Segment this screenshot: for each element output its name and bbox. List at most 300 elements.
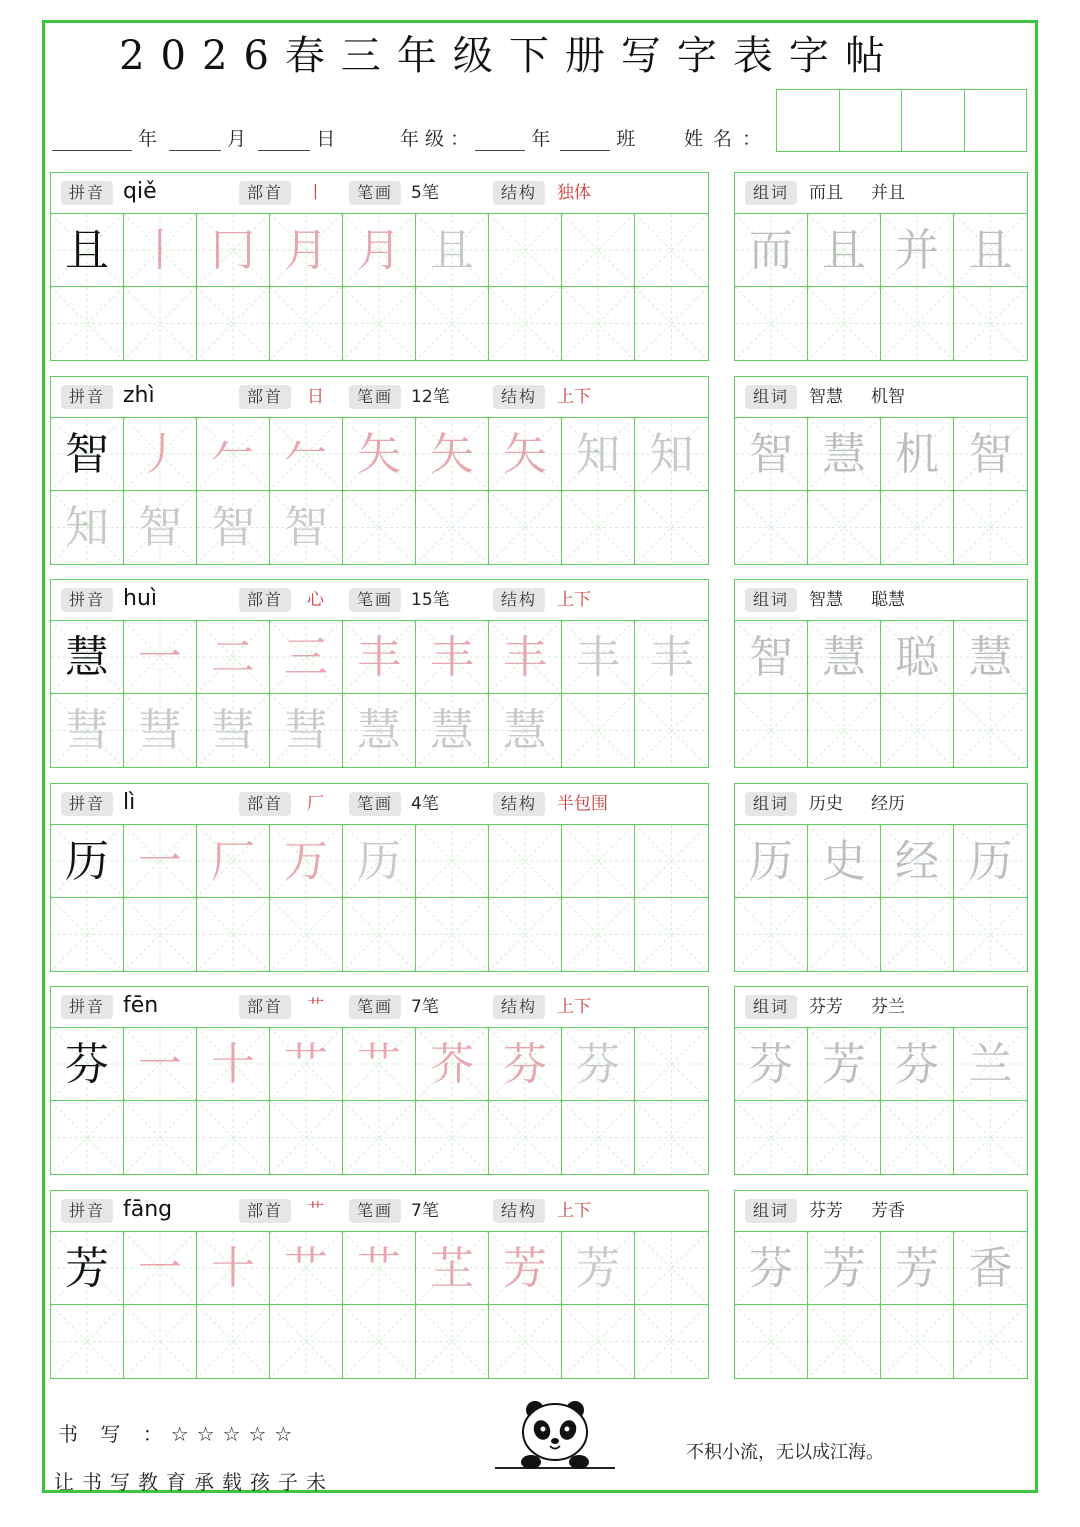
word-header: [735, 987, 1027, 1028]
word-character: 智: [749, 429, 793, 480]
practice-cell[interactable]: [562, 287, 635, 360]
practice-cell[interactable]: [51, 1232, 124, 1305]
practice-cell[interactable]: [881, 214, 954, 287]
pinyin-value: qiě: [123, 179, 157, 204]
class-blank[interactable]: [560, 132, 610, 151]
practice-cell[interactable]: [735, 694, 808, 767]
practice-cell[interactable]: [954, 621, 1027, 694]
name-grid[interactable]: [776, 89, 1027, 152]
name-cell[interactable]: [777, 90, 840, 151]
practice-cell[interactable]: [416, 621, 489, 694]
practice-cell[interactable]: [124, 621, 197, 694]
stroke-step: 艹: [357, 1039, 401, 1090]
character-block-2: [50, 579, 709, 768]
stroke-step: 知: [649, 429, 694, 480]
practice-cell[interactable]: [562, 418, 635, 491]
practice-cell[interactable]: [881, 825, 954, 898]
practice-cell[interactable]: [954, 694, 1027, 767]
practice-cell[interactable]: [124, 418, 197, 491]
character-block-3: [50, 783, 709, 972]
radical-value: 心: [307, 590, 324, 610]
stroke-step: 月: [357, 225, 401, 276]
word-character: 并: [895, 225, 939, 276]
practice-cell[interactable]: [881, 418, 954, 491]
practice-cell[interactable]: [881, 1101, 954, 1174]
practice-cell[interactable]: [562, 694, 635, 767]
practice-cell[interactable]: [124, 214, 197, 287]
stroke-step: 彗: [284, 705, 328, 756]
practice-cell[interactable]: [343, 214, 416, 287]
practice-cell[interactable]: [635, 898, 708, 971]
name-cell[interactable]: [840, 90, 903, 151]
practice-cell[interactable]: [343, 621, 416, 694]
word-character: 智: [968, 429, 1013, 480]
practice-cell[interactable]: [124, 287, 197, 360]
word-character: 且: [968, 225, 1013, 276]
character-block-5: [50, 1190, 709, 1379]
practice-cell[interactable]: [562, 1305, 635, 1378]
practice-cell[interactable]: [51, 621, 124, 694]
word-character: 兰: [968, 1039, 1013, 1090]
stroke-step: 三: [284, 632, 328, 683]
practice-cell[interactable]: [124, 825, 197, 898]
radical-value: 艹: [307, 1201, 324, 1221]
practice-cell[interactable]: [124, 1232, 197, 1305]
practice-cell[interactable]: [881, 898, 954, 971]
practice-cell[interactable]: [635, 491, 708, 564]
character-block-1: [50, 376, 709, 565]
word-0: 芬芳: [809, 1201, 843, 1221]
practice-cell[interactable]: [489, 214, 562, 287]
date-fields: [52, 124, 335, 151]
word-character: 慧: [968, 632, 1013, 683]
stroke-step: 彗: [65, 705, 109, 756]
radical-label: 部首: [239, 588, 291, 612]
structure-label: 结构: [493, 385, 545, 409]
practice-cell[interactable]: [562, 214, 635, 287]
word-character: 历: [749, 836, 793, 887]
block-header: [51, 784, 708, 825]
practice-cell[interactable]: [343, 1305, 416, 1378]
practice-cell[interactable]: [343, 418, 416, 491]
practice-cell[interactable]: [270, 694, 343, 767]
stroke-step: 芳: [576, 1243, 620, 1294]
practice-cell[interactable]: [51, 1028, 124, 1101]
month-label: 月: [227, 128, 247, 150]
practice-cell[interactable]: [416, 1101, 489, 1174]
practice-cell[interactable]: [954, 214, 1027, 287]
practice-cell[interactable]: [954, 491, 1027, 564]
model-character: 且: [65, 225, 109, 276]
practice-cell[interactable]: [562, 1101, 635, 1174]
stroke-step: 艹: [284, 1243, 328, 1294]
stroke-step: 彗: [138, 705, 182, 756]
word-character: 芳: [822, 1039, 866, 1090]
practice-cell[interactable]: [197, 621, 270, 694]
practice-cell[interactable]: [416, 825, 489, 898]
practice-cell[interactable]: [51, 418, 124, 491]
stroke-step: 月: [284, 225, 328, 276]
practice-cell[interactable]: [51, 214, 124, 287]
word-0: 智慧: [809, 387, 843, 407]
strokes-value: 12笔: [411, 387, 450, 407]
practice-cell[interactable]: [124, 694, 197, 767]
word-header: [735, 173, 1027, 214]
pinyin-value: fāng: [123, 1197, 173, 1222]
word-character: 历: [968, 836, 1013, 887]
practice-cell[interactable]: [343, 287, 416, 360]
pinyin-value: huì: [123, 586, 157, 611]
stroke-step: 智: [138, 502, 182, 553]
practice-cell[interactable]: [635, 1028, 708, 1101]
word-character: 慧: [822, 632, 866, 683]
structure-value: 独体: [557, 183, 591, 203]
practice-cell[interactable]: [735, 418, 808, 491]
practice-cell[interactable]: [808, 1028, 881, 1101]
page-title: 2026春三年级下册写字表字帖: [119, 33, 901, 79]
practice-cell[interactable]: [562, 898, 635, 971]
radical-label: 部首: [239, 385, 291, 409]
block-header: [51, 987, 708, 1028]
pinyin-label: 拼音: [61, 588, 113, 612]
strokes-label: 笔画: [349, 588, 401, 612]
stroke-step: 厂: [211, 836, 255, 887]
practice-cell[interactable]: [270, 621, 343, 694]
practice-cell[interactable]: [735, 1232, 808, 1305]
stroke-step: 芏: [430, 1243, 474, 1294]
practice-cell[interactable]: [489, 1305, 562, 1378]
name-cell[interactable]: [902, 90, 965, 151]
practice-cell[interactable]: [270, 287, 343, 360]
practice-cell[interactable]: [489, 825, 562, 898]
practice-cell[interactable]: [343, 825, 416, 898]
model-character: 智: [65, 429, 109, 480]
word-character: 聪: [895, 632, 939, 683]
practice-cell[interactable]: [881, 694, 954, 767]
practice-cell[interactable]: [954, 1101, 1027, 1174]
word-block-2: [734, 579, 1028, 768]
stroke-step: 丰: [430, 632, 474, 683]
practice-cell[interactable]: [51, 287, 124, 360]
practice-cell[interactable]: [735, 214, 808, 287]
practice-cell[interactable]: [489, 1232, 562, 1305]
practice-cell[interactable]: [489, 898, 562, 971]
stroke-step: 慧: [430, 705, 474, 756]
practice-cell[interactable]: [808, 1232, 881, 1305]
practice-cell[interactable]: [270, 1305, 343, 1378]
practice-cell[interactable]: [270, 418, 343, 491]
practice-cell[interactable]: [489, 1101, 562, 1174]
word-header: [735, 784, 1027, 825]
practice-cell[interactable]: [489, 621, 562, 694]
practice-cell[interactable]: [197, 825, 270, 898]
block-header: [51, 1191, 708, 1232]
practice-cell[interactable]: [416, 491, 489, 564]
structure-label: 结构: [493, 588, 545, 612]
practice-cell[interactable]: [124, 1028, 197, 1101]
word-block-3: [734, 783, 1028, 972]
strokes-value: 7笔: [411, 1201, 439, 1221]
practice-cell[interactable]: [197, 287, 270, 360]
word-0: 智慧: [809, 590, 843, 610]
block-header: [51, 580, 708, 621]
stroke-step: 彗: [211, 705, 255, 756]
practice-cell[interactable]: [343, 694, 416, 767]
practice-cell[interactable]: [270, 825, 343, 898]
practice-cell[interactable]: [881, 1305, 954, 1378]
practice-cell[interactable]: [51, 898, 124, 971]
practice-cell[interactable]: [808, 1305, 881, 1378]
stroke-step: 一: [138, 1243, 182, 1294]
day-blank[interactable]: [258, 132, 310, 151]
practice-cell[interactable]: [954, 418, 1027, 491]
practice-cell[interactable]: [51, 694, 124, 767]
practice-cell[interactable]: [343, 898, 416, 971]
word-block-5: [734, 1190, 1028, 1379]
practice-cell[interactable]: [562, 621, 635, 694]
strokes-label: 笔画: [349, 181, 401, 205]
stroke-step: 𠂉: [211, 429, 255, 480]
practice-cell[interactable]: [808, 825, 881, 898]
word-0: 历史: [809, 794, 843, 814]
practice-cell[interactable]: [489, 491, 562, 564]
practice-cell[interactable]: [51, 491, 124, 564]
practice-cell[interactable]: [416, 418, 489, 491]
words-label: 组词: [745, 385, 797, 409]
practice-cell[interactable]: [270, 214, 343, 287]
practice-cell[interactable]: [51, 825, 124, 898]
grade-fields: [400, 124, 635, 151]
words-label: 组词: [745, 995, 797, 1019]
practice-cell[interactable]: [881, 1232, 954, 1305]
practice-cell[interactable]: [197, 214, 270, 287]
practice-cell[interactable]: [197, 898, 270, 971]
stroke-step: 二: [211, 632, 255, 683]
practice-cell[interactable]: [635, 694, 708, 767]
practice-cell[interactable]: [124, 1305, 197, 1378]
practice-cell[interactable]: [416, 1232, 489, 1305]
practice-cell[interactable]: [881, 1028, 954, 1101]
word-character: 芬: [749, 1039, 793, 1090]
word-1: 并且: [871, 183, 905, 203]
practice-cell[interactable]: [124, 1101, 197, 1174]
radical-value: 日: [307, 387, 324, 407]
practice-cell[interactable]: [808, 694, 881, 767]
grade-blank[interactable]: [475, 132, 525, 151]
practice-cell[interactable]: [270, 1101, 343, 1174]
practice-cell[interactable]: [635, 287, 708, 360]
practice-cell[interactable]: [954, 898, 1027, 971]
practice-cell[interactable]: [270, 1028, 343, 1101]
practice-cell[interactable]: [735, 1101, 808, 1174]
practice-cell[interactable]: [808, 491, 881, 564]
practice-cell[interactable]: [954, 825, 1027, 898]
practice-cell[interactable]: [881, 491, 954, 564]
class-label: 班: [616, 128, 636, 150]
structure-value: 上下: [557, 997, 591, 1017]
strokes-label: 笔画: [349, 1199, 401, 1223]
practice-cell[interactable]: [416, 898, 489, 971]
strokes-label: 笔画: [349, 792, 401, 816]
practice-cell[interactable]: [416, 214, 489, 287]
word-character: 芳: [822, 1243, 866, 1294]
stroke-step: 丰: [576, 632, 620, 683]
day-label: 日: [316, 128, 336, 150]
strokes-value: 4笔: [411, 794, 439, 814]
stroke-step: 万: [284, 836, 328, 887]
practice-cell[interactable]: [416, 1305, 489, 1378]
radical-value: 丨: [307, 183, 324, 203]
practice-cell[interactable]: [635, 214, 708, 287]
words-label: 组词: [745, 181, 797, 205]
model-character: 芳: [65, 1243, 109, 1294]
word-character: 芬: [895, 1039, 939, 1090]
practice-cell[interactable]: [808, 287, 881, 360]
practice-cell[interactable]: [343, 1232, 416, 1305]
words-label: 组词: [745, 588, 797, 612]
name-label: 姓 名 ：: [684, 128, 764, 150]
structure-value: 上下: [557, 387, 591, 407]
month-blank[interactable]: [169, 132, 221, 151]
stroke-step: 丿: [138, 429, 182, 480]
practice-cell[interactable]: [562, 1028, 635, 1101]
stroke-step: 艹: [357, 1243, 401, 1294]
word-header: [735, 580, 1027, 621]
word-character: 香: [968, 1243, 1013, 1294]
practice-cell[interactable]: [562, 1232, 635, 1305]
word-header: [735, 377, 1027, 418]
grade-label: 年 级 ：: [400, 128, 470, 150]
stroke-step: 矢: [357, 429, 401, 480]
practice-cell[interactable]: [735, 287, 808, 360]
practice-cell[interactable]: [735, 1028, 808, 1101]
practice-cell[interactable]: [808, 898, 881, 971]
practice-cell[interactable]: [808, 214, 881, 287]
strokes-label: 笔画: [349, 995, 401, 1019]
stroke-step: 冂: [211, 225, 255, 276]
practice-cell[interactable]: [735, 621, 808, 694]
year-label: 年: [138, 128, 158, 150]
practice-cell[interactable]: [416, 694, 489, 767]
model-character: 芬: [65, 1039, 109, 1090]
practice-cell[interactable]: [562, 825, 635, 898]
practice-cell[interactable]: [881, 287, 954, 360]
stroke-step: 一: [138, 836, 182, 887]
practice-cell[interactable]: [343, 491, 416, 564]
practice-cell[interactable]: [954, 1305, 1027, 1378]
practice-cell[interactable]: [416, 287, 489, 360]
practice-cell[interactable]: [197, 1028, 270, 1101]
stroke-step: 矢: [430, 429, 474, 480]
word-character: 且: [822, 225, 866, 276]
practice-cell[interactable]: [489, 1028, 562, 1101]
practice-cell[interactable]: [343, 1028, 416, 1101]
stroke-step: 一: [138, 632, 182, 683]
strokes-label: 笔画: [349, 385, 401, 409]
practice-cell[interactable]: [124, 898, 197, 971]
practice-cell[interactable]: [735, 491, 808, 564]
practice-cell[interactable]: [343, 1101, 416, 1174]
practice-cell[interactable]: [270, 898, 343, 971]
practice-cell[interactable]: [735, 898, 808, 971]
stroke-step: 丰: [357, 632, 401, 683]
word-character: 芬: [749, 1243, 793, 1294]
radical-label: 部首: [239, 1199, 291, 1223]
stroke-step: 十: [211, 1243, 255, 1294]
word-header: [735, 1191, 1027, 1232]
word-character: 慧: [822, 429, 866, 480]
practice-cell[interactable]: [808, 621, 881, 694]
practice-cell[interactable]: [416, 1028, 489, 1101]
stroke-step: 芥: [430, 1039, 474, 1090]
practice-cell[interactable]: [51, 1305, 124, 1378]
practice-cell[interactable]: [562, 491, 635, 564]
practice-cell[interactable]: [635, 1305, 708, 1378]
word-character: 经: [895, 836, 939, 887]
practice-cell[interactable]: [808, 1101, 881, 1174]
character-block-4: [50, 986, 709, 1175]
practice-cell[interactable]: [197, 491, 270, 564]
stroke-step: 慧: [357, 705, 401, 756]
practice-cell[interactable]: [881, 621, 954, 694]
practice-cell[interactable]: [489, 694, 562, 767]
practice-cell[interactable]: [954, 1028, 1027, 1101]
radical-value: 艹: [307, 997, 324, 1017]
word-1: 聪慧: [871, 590, 905, 610]
practice-cell[interactable]: [635, 1101, 708, 1174]
pinyin-label: 拼音: [61, 181, 113, 205]
practice-cell[interactable]: [197, 418, 270, 491]
practice-cell[interactable]: [808, 418, 881, 491]
stroke-step: 慧: [503, 705, 547, 756]
stroke-step: 知: [65, 502, 109, 553]
structure-label: 结构: [493, 181, 545, 205]
name-cell[interactable]: [965, 90, 1027, 151]
year-blank[interactable]: [52, 132, 132, 151]
practice-cell[interactable]: [51, 1101, 124, 1174]
practice-cell[interactable]: [197, 1232, 270, 1305]
practice-cell[interactable]: [954, 287, 1027, 360]
practice-cell[interactable]: [735, 1305, 808, 1378]
practice-cell[interactable]: [197, 1101, 270, 1174]
practice-cell[interactable]: [270, 1232, 343, 1305]
practice-cell[interactable]: [124, 491, 197, 564]
practice-cell[interactable]: [635, 825, 708, 898]
practice-cell[interactable]: [489, 287, 562, 360]
model-character: 历: [65, 836, 109, 887]
practice-cell[interactable]: [197, 694, 270, 767]
practice-cell[interactable]: [270, 491, 343, 564]
word-character: 史: [822, 836, 866, 887]
word-character: 机: [895, 429, 939, 480]
block-header: [51, 173, 708, 214]
stroke-step: 丨: [138, 225, 182, 276]
practice-cell[interactable]: [954, 1232, 1027, 1305]
radical-label: 部首: [239, 792, 291, 816]
block-header: [51, 377, 708, 418]
word-1: 芳香: [871, 1201, 905, 1221]
word-character: 智: [749, 632, 793, 683]
structure-label: 结构: [493, 1199, 545, 1223]
practice-cell[interactable]: [635, 1232, 708, 1305]
practice-cell[interactable]: [197, 1305, 270, 1378]
practice-cell[interactable]: [635, 621, 708, 694]
character-block-0: [50, 172, 709, 361]
stroke-step: 艹: [284, 1039, 328, 1090]
practice-cell[interactable]: [635, 418, 708, 491]
practice-cell[interactable]: [489, 418, 562, 491]
practice-cell[interactable]: [735, 825, 808, 898]
